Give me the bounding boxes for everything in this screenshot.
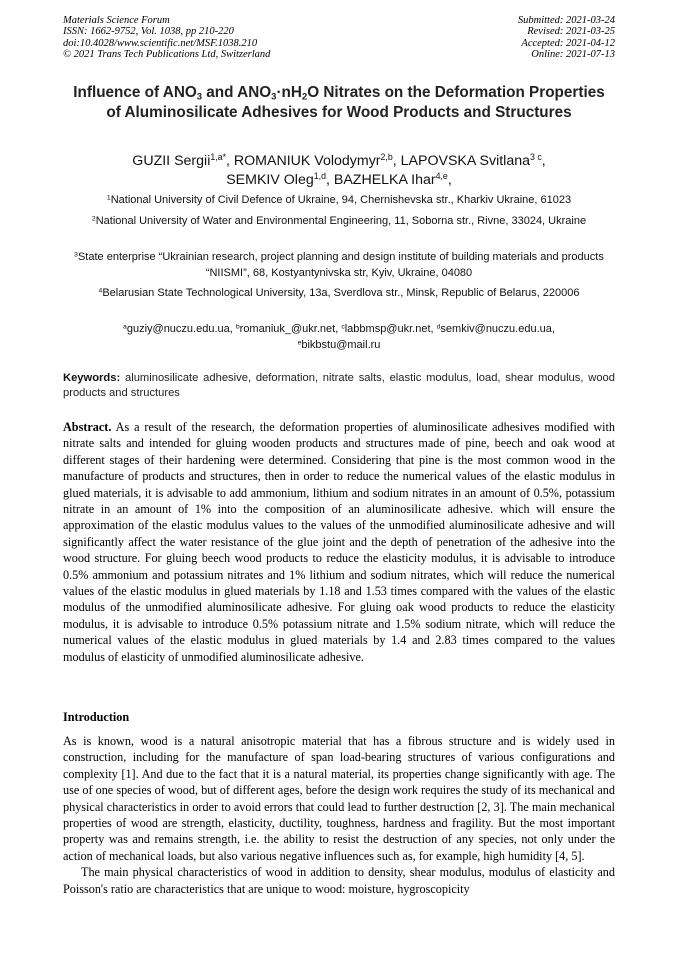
email-link[interactable]: bikbstu@mail.ru — [301, 338, 381, 351]
author: GUZII Sergii$^{1,a*}$, — [132, 152, 234, 169]
email-link[interactable]: semkiv@nuczu.edu.ua, — [440, 323, 555, 335]
author-list — [70, 152, 608, 190]
email-link[interactable]: guziy@nuczu.edu.ua, — [126, 323, 236, 335]
paper-title: Influence of $ANO_3$ and $ANO_3\cdot nH_2O$ Nitrates on the Deformation Properties of Aluminosilicate Adhesives for Wood Products and Structures — [73, 84, 605, 121]
author: ROMANIUK Volodymyr$^{2,b}$, — [233, 152, 401, 169]
section-heading-introduction: Introduction — [63, 710, 130, 724]
author-emails: $^a$guziy@nuczu.edu.ua, $^b$romaniuk_@ukr.net, $^c$labbmsp@ukr.net, $^d$semkiv@nuczu.edu.ua, $^e$bikbstu@mail.ru — [123, 323, 555, 351]
publication-dates — [518, 15, 615, 61]
paragraph: The main physical characteristics of wood in addition to density, shear modulus, modulus of elasticity and Poisson's ratio are characteristics that are unique to wood: moisture, hygroscopicity — [63, 865, 615, 896]
author: LAPOVSKA Svitlana$^{3 c}$, — [400, 152, 546, 169]
affiliation-1: $^1$National University of Civil Defence of Ukraine, 94, Chernishevska str., Kharkiv Ukraine, 61023 — [106, 194, 572, 206]
keywords-text: aluminosilicate adhesive, deformation, nitrate salts, elastic modulus, load, shear modulus, wood products and structures — [63, 372, 616, 400]
abstract — [63, 419, 615, 665]
date-revised: Revised: 2021-03-25 — [527, 26, 615, 38]
keywords-label: Keywords: — [63, 372, 121, 384]
introduction-body — [63, 733, 615, 897]
author: SEMKIV Oleg$^{1,d}$, — [226, 171, 334, 188]
author: BAZHELKA Ihar$^{4,e}$, — [333, 171, 452, 188]
journal-name: Materials Science Forum — [63, 15, 170, 26]
email-link[interactable]: labbmsp@ukr.net, — [344, 323, 437, 335]
date-online: Online: 2021-07-13 — [531, 49, 615, 61]
date-accepted: Accepted: 2021-04-12 — [521, 37, 615, 49]
paragraph: As is known, wood is a natural anisotropic material that has a fibrous structure and is widely used in construction, including for the manufacture of span load-bearing structures of various configurations and complexity [1]. And due to the fact that it is a natural material, its properties change significantly with age. The use of one species of wood, but of different ages, before the design work requires the study of its mechanical and physical characteristics in order to avoid errors that could lead to further destruction [2, 3]. The main mechanical properties of wood are strength, elasticity, ductility, toughness, hardness and fragility. But the most important property was and remains strength, i.e. the ability to resist the destruction of any species, not only under the action of mechanical loads, but also various negative influences such as, for example, high humidity [4, 5]. — [63, 734, 615, 863]
journal-doi: doi:10.4028/www.scientific.net/MSF.1038.210 — [63, 37, 258, 49]
date-submitted: Submitted: 2021-03-24 — [517, 15, 615, 26]
abstract-label: Abstract. — [63, 420, 112, 434]
affiliation-4: $^4$Belarusian State Technological University, 13a, Sverdlova str., Minsk, Republic of Belarus, 220006 — [98, 287, 580, 299]
abstract-text: As a result of the research, the deformation properties of aluminosilicate adhesives modified with nitrate salts and intended for gluing wooden products and structures made of pine, beech and oak wood at different stages of their hardening were determined. Considering that pine is the most common wood in the manufacture of products and structures, then in order to reduce the numerical values of the elastic modulus in glued materials, it is advisable to add ammonium, lithium and sodium nitrates in an amount of 0.5%, potassium nitrate in an amount of 1% into the composition of an aluminosilicate adhesive. which will ensure the approximation of the elastic modulus values to the values of the unmodified aluminosilicate adhesive and will significantly affect the water resistance of the glue joint and the depth of penetration of the adhesive into the wood structure. For gluing beech wood products to reduce the elasticity modulus, it is advisable to introduce 0.5% ammonium and potassium nitrates and 1% lithium and sodium nitrates, which will reduce the numerical values of the elastic modulus in glued materials by 1.18 and 1.53 times compared with the values of the elastic modulus of the unmodified aluminosilicate adhesive. For gluing oak wood products to reduce the elasticity modulus, it is advisable to introduce 0.5% potassium nitrate and 1.5% sodium nitrate, which will reduce the numerical values of the elastic modulus in glued materials by 1.4 and 2.83 times compared to the values modulus of elasticity of unmodified aluminosilicate adhesive. — [63, 420, 615, 664]
journal-issn: ISSN: 1662-9752, Vol. 1038, pp 210-220 — [63, 26, 234, 38]
affiliation-3: $^3$State enterprise “Ukrainian research, project planning and design institute of building materials and products “NIISMI”, 68, Kostyantynivska str, Kyiv, Ukraine, 04080 — [74, 251, 604, 279]
email-link[interactable]: romaniuk_@ukr.net, — [239, 323, 342, 335]
affiliation-2: $^2$National University of Water and Environmental Engineering, 11, Soborna str., Rivne, 33024, Ukraine — [91, 215, 587, 227]
keywords — [63, 371, 615, 401]
journal-info — [63, 15, 270, 61]
journal-copyright: © 2021 Trans Tech Publications Ltd, Switzerland — [63, 49, 271, 61]
